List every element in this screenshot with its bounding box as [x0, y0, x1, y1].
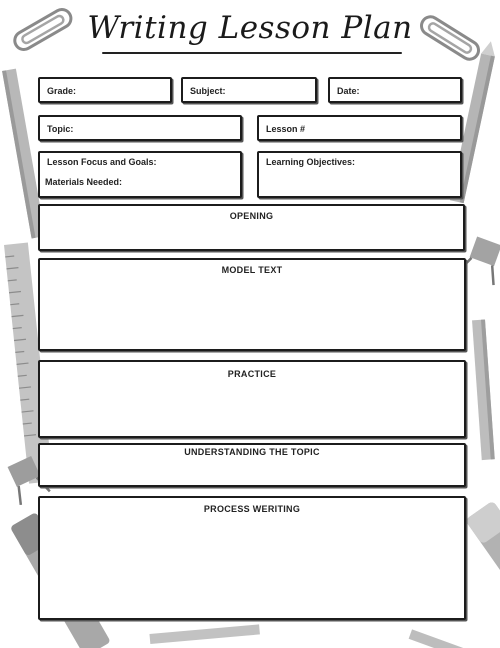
- opening-heading: OPENING: [229, 211, 274, 221]
- practice-section[interactable]: [38, 360, 466, 438]
- opening-section[interactable]: [38, 204, 465, 251]
- pencil-icon: [149, 624, 259, 644]
- grade-label: Grade:: [47, 86, 77, 96]
- lesson-number-label: Lesson #: [266, 124, 306, 134]
- model-text-heading: MODEL TEXT: [221, 265, 283, 275]
- lesson-focus-field[interactable]: [38, 151, 242, 198]
- materials-label: Materials Needed:: [45, 177, 123, 187]
- practice-heading: PRACTICE: [227, 369, 277, 379]
- learning-objectives-label: Learning Objectives:: [266, 157, 356, 167]
- grade-field[interactable]: [38, 77, 172, 103]
- page-title: Writing Lesson Plan: [87, 10, 413, 46]
- date-label: Date:: [337, 86, 360, 96]
- model-text-section[interactable]: [38, 258, 466, 351]
- process-writing-heading: PROCESS WERITING: [203, 504, 301, 514]
- pencil-icon: [409, 629, 488, 648]
- subject-field[interactable]: [181, 77, 317, 103]
- lesson-focus-label: Lesson Focus and Goals:: [47, 157, 157, 167]
- date-field[interactable]: [328, 77, 462, 103]
- understanding-topic-heading: UNDERSTANDING THE TOPIC: [184, 447, 320, 457]
- subject-label: Subject:: [190, 86, 226, 96]
- eraser-icon: [465, 500, 500, 610]
- process-writing-section[interactable]: [38, 496, 466, 620]
- topic-field[interactable]: [38, 115, 242, 141]
- learning-objectives-field[interactable]: [257, 151, 462, 198]
- understanding-topic-section[interactable]: [38, 443, 466, 487]
- lesson-number-field[interactable]: [257, 115, 462, 141]
- pencil-icon: [472, 320, 495, 461]
- topic-label: Topic:: [47, 124, 74, 134]
- title-underline: [102, 52, 402, 54]
